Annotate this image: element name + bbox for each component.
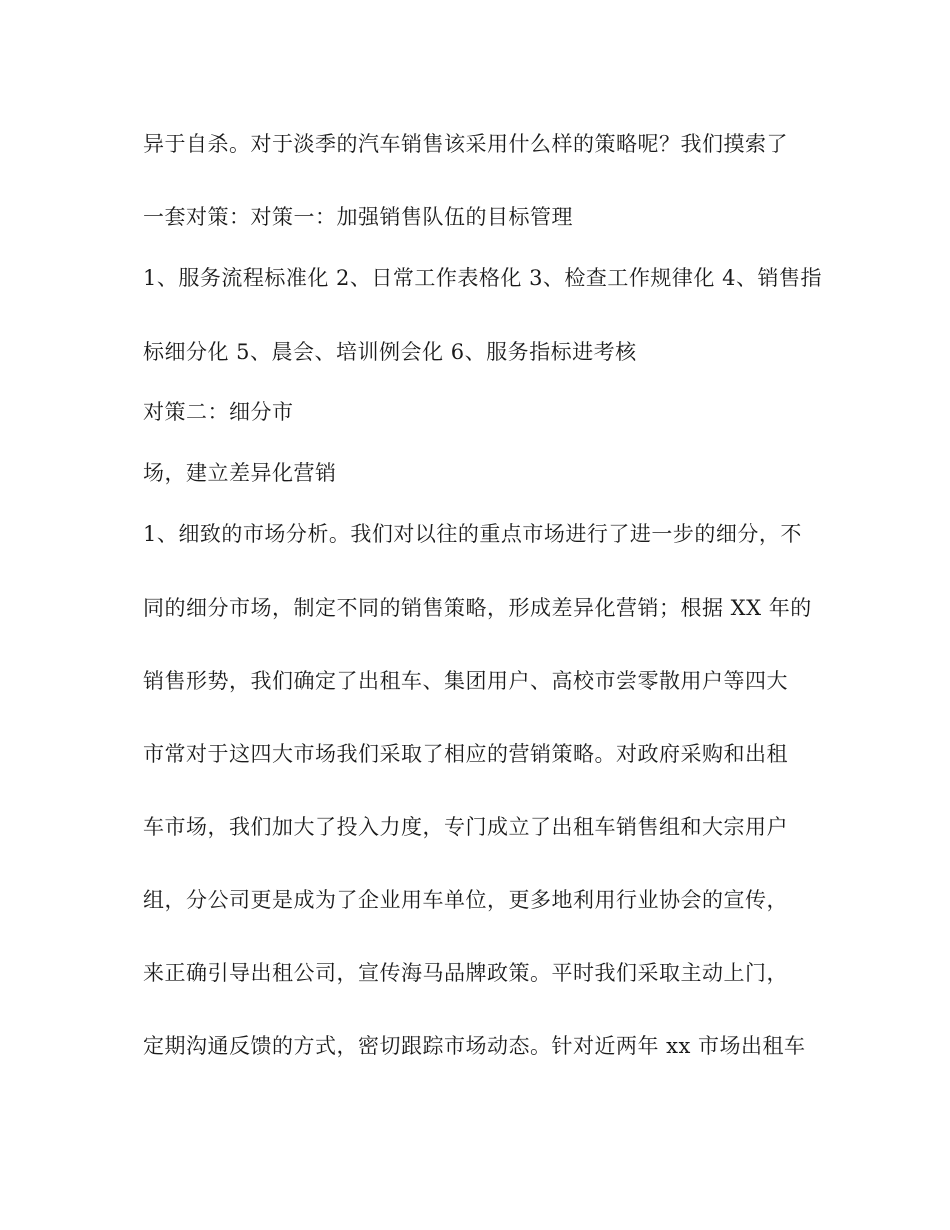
text-line-12: 组，分公司更是成为了企业用车单位，更多地利用行业协会的宣传，	[143, 888, 788, 912]
text-line-5: 对策二：细分市	[143, 400, 294, 424]
text-line-2: 一套对策：对策一：加强销售队伍的目标管理	[143, 205, 573, 229]
text-line-7: 1、细致的市场分析。我们对以往的重点市场进行了进一步的细分，不	[143, 522, 802, 546]
text-line-1: 异于自杀。对于淡季的汽车销售该采用什么样的策略呢？我们摸索了	[143, 132, 788, 156]
text-line-11: 车市场，我们加大了投入力度，专门成立了出租车销售组和大宗用户	[143, 815, 788, 839]
text-line-14: 定期沟通反馈的方式，密切跟踪市场动态。针对近两年 xx 市场出租车	[143, 1034, 806, 1058]
text-line-9: 销售形势，我们确定了出租车、集团用户、高校市尝零散用户等四大	[143, 669, 788, 693]
text-line-3: 1、服务流程标准化 2、日常工作表格化 3、检查工作规律化 4、销售指	[143, 266, 822, 290]
text-line-13: 来正确引导出租公司，宣传海马品牌政策。平时我们采取主动上门，	[143, 961, 788, 985]
text-line-4: 标细分化 5、晨会、培训例会化 6、服务指标进考核	[143, 340, 637, 364]
text-line-10: 市常对于这四大市场我们采取了相应的营销策略。对政府采购和出租	[143, 742, 788, 766]
text-line-8: 同的细分市场，制定不同的销售策略，形成差异化营销；根据 XX 年的	[143, 596, 812, 620]
text-line-6: 场，建立差异化营销	[143, 461, 337, 485]
